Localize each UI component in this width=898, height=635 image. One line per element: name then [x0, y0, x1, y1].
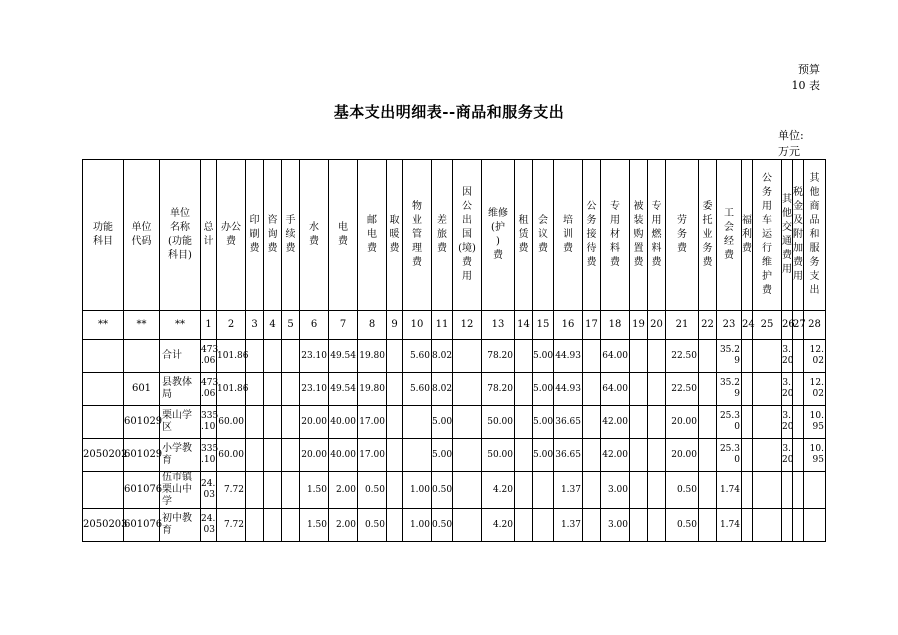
table-cell: 1.74 — [717, 472, 742, 509]
table-cell: 3.00 — [601, 509, 630, 542]
table-cell — [583, 472, 601, 509]
table-cell — [83, 472, 124, 509]
index-cell: ** — [160, 311, 201, 340]
index-cell: 26 — [782, 311, 793, 340]
column-header: 专 用 材 料 费 — [601, 160, 630, 311]
table-cell: 601029 — [124, 406, 160, 439]
index-cell: 7 — [329, 311, 358, 340]
index-cell: 5 — [282, 311, 300, 340]
table-cell — [753, 472, 782, 509]
table-cell: 25.3 0 — [717, 406, 742, 439]
table-cell: 78.20 — [482, 340, 515, 373]
table-cell: 601029 — [124, 439, 160, 472]
index-cell: 1 — [201, 311, 217, 340]
table-cell: 8.02 — [432, 340, 453, 373]
table-cell: 601076 — [124, 509, 160, 542]
table-cell — [533, 509, 554, 542]
table-cell — [246, 472, 264, 509]
table-cell: 24. 03 — [201, 509, 217, 542]
table-cell: 19.80 — [358, 373, 387, 406]
table-cell — [648, 472, 666, 509]
index-cell: 12 — [453, 311, 482, 340]
table-number — [780, 62, 820, 94]
column-header: 委 托 业 务 费 — [699, 160, 717, 311]
table-cell — [648, 509, 666, 542]
table-cell: 78.20 — [482, 373, 515, 406]
table-cell — [453, 509, 482, 542]
table-cell: 0.50 — [432, 472, 453, 509]
table-cell: 3. 20 — [782, 373, 793, 406]
table-cell: 3. 20 — [782, 439, 793, 472]
table-cell — [583, 340, 601, 373]
unit-label — [778, 128, 818, 160]
table-cell: 0.50 — [666, 472, 699, 509]
table-cell: 2050202 — [83, 439, 124, 472]
table-cell: 5.00 — [432, 406, 453, 439]
column-header: 总 计 — [201, 160, 217, 311]
table-cell — [83, 406, 124, 439]
table-cell — [630, 373, 648, 406]
table-cell: 20.00 — [300, 439, 329, 472]
column-header: 被 装 购 置 费 — [630, 160, 648, 311]
table-cell: 7.72 — [217, 509, 246, 542]
table-cell: 60.00 — [217, 406, 246, 439]
table-cell: 5.00 — [432, 439, 453, 472]
unit-line-1: 单位: — [778, 129, 804, 142]
corner-line-1: 预算 — [798, 63, 820, 76]
column-header: 劳 务 费 — [666, 160, 699, 311]
table-cell: 23.10 — [300, 340, 329, 373]
table-cell: 25.3 0 — [717, 439, 742, 472]
index-cell: 19 — [630, 311, 648, 340]
table-cell: 12. 02 — [804, 373, 826, 406]
table-cell — [793, 406, 804, 439]
column-header: 福 利 费 — [742, 160, 753, 311]
table-cell — [264, 406, 282, 439]
table-cell — [515, 472, 533, 509]
table-cell — [753, 439, 782, 472]
index-cell: 24 — [742, 311, 753, 340]
table-cell: 20.00 — [300, 406, 329, 439]
table-cell — [793, 439, 804, 472]
table-cell: 473 .06 — [201, 373, 217, 406]
column-header: 单位 名称 (功能 科目) — [160, 160, 201, 311]
table-cell: 8.02 — [432, 373, 453, 406]
table-cell — [793, 472, 804, 509]
table-cell — [583, 373, 601, 406]
table-cell — [264, 373, 282, 406]
table-cell: 小学教 育 — [160, 439, 201, 472]
table-cell — [83, 373, 124, 406]
table-row — [83, 373, 826, 406]
table-cell: 22.50 — [666, 340, 699, 373]
table-cell — [742, 373, 753, 406]
table-cell — [387, 509, 403, 542]
table-cell — [246, 509, 264, 542]
index-cell: 15 — [533, 311, 554, 340]
table-cell — [742, 509, 753, 542]
column-header: 其 他 交 通 费 用 — [782, 160, 793, 311]
header-row — [83, 160, 826, 311]
column-header: 培 训 费 — [554, 160, 583, 311]
table-cell — [403, 406, 432, 439]
table-cell: 3.00 — [601, 472, 630, 509]
index-cell: 6 — [300, 311, 329, 340]
table-cell — [515, 340, 533, 373]
table-cell: 601076 — [124, 472, 160, 509]
table-cell: 2.00 — [329, 509, 358, 542]
index-cell: 9 — [387, 311, 403, 340]
column-header: 手 续 费 — [282, 160, 300, 311]
column-header: 取 暖 费 — [387, 160, 403, 311]
table-cell: 4.20 — [482, 472, 515, 509]
table-cell: 0.50 — [358, 472, 387, 509]
table-cell: 4.20 — [482, 509, 515, 542]
table-cell: 1.50 — [300, 472, 329, 509]
table-cell — [793, 340, 804, 373]
table-cell: 合计 — [160, 340, 201, 373]
table-cell: 20.00 — [666, 439, 699, 472]
table-cell: 42.00 — [601, 439, 630, 472]
table-cell: 0.50 — [358, 509, 387, 542]
table-cell: 10. 95 — [804, 406, 826, 439]
table-cell — [630, 340, 648, 373]
table-cell — [630, 509, 648, 542]
table-cell: 3. 20 — [782, 340, 793, 373]
table-cell: 44.93 — [554, 373, 583, 406]
column-header: 物 业 管 理 费 — [403, 160, 432, 311]
table-cell — [648, 439, 666, 472]
table-cell — [246, 439, 264, 472]
column-header: 其 他 商 品 和 服 务 支 出 — [804, 160, 826, 311]
table-cell — [699, 340, 717, 373]
table-cell: 12. 02 — [804, 340, 826, 373]
table-cell — [804, 509, 826, 542]
table-cell: 5.00 — [533, 406, 554, 439]
table-cell: 40.00 — [329, 406, 358, 439]
table-cell — [387, 373, 403, 406]
table-cell — [583, 406, 601, 439]
column-header: 工 会 经 费 — [717, 160, 742, 311]
table-cell: 40.00 — [329, 439, 358, 472]
table-cell: 50.00 — [482, 439, 515, 472]
table-cell — [753, 340, 782, 373]
table-cell: 101.86 — [217, 340, 246, 373]
column-header: 功能 科目 — [83, 160, 124, 311]
column-header: 税 金 及 附 加 费 用 — [793, 160, 804, 311]
table-cell — [453, 439, 482, 472]
table-cell — [782, 509, 793, 542]
table-cell — [630, 406, 648, 439]
table-row — [83, 406, 826, 439]
table-cell — [387, 439, 403, 472]
table-cell — [742, 439, 753, 472]
table-cell — [264, 340, 282, 373]
index-cell: 18 — [601, 311, 630, 340]
column-header: 专 用 燃 料 费 — [648, 160, 666, 311]
table-cell — [453, 340, 482, 373]
table-cell: 35.2 9 — [717, 373, 742, 406]
column-header: 水 费 — [300, 160, 329, 311]
table-cell: 1.37 — [554, 509, 583, 542]
index-row — [83, 311, 826, 340]
table-cell — [699, 509, 717, 542]
table-row — [83, 509, 826, 542]
table-cell: 19.80 — [358, 340, 387, 373]
corner-line-2: 10 表 — [791, 79, 820, 92]
table-cell: 24. 03 — [201, 472, 217, 509]
page-title: 基本支出明细表--商品和服务支出 — [333, 103, 565, 121]
table-cell: 县教体 局 — [160, 373, 201, 406]
table-cell — [648, 340, 666, 373]
table-cell: 22.50 — [666, 373, 699, 406]
table-cell: 5.00 — [533, 439, 554, 472]
table-cell — [264, 509, 282, 542]
table-cell: 44.93 — [554, 340, 583, 373]
table-cell: 0.50 — [432, 509, 453, 542]
table-cell: 49.54 — [329, 340, 358, 373]
index-cell: 13 — [482, 311, 515, 340]
table-cell: 101.86 — [217, 373, 246, 406]
table-cell — [403, 439, 432, 472]
table-cell — [264, 439, 282, 472]
index-cell: 2 — [217, 311, 246, 340]
table-cell — [282, 472, 300, 509]
index-cell: 11 — [432, 311, 453, 340]
table-cell — [387, 472, 403, 509]
table-cell: 1.37 — [554, 472, 583, 509]
table-cell — [515, 373, 533, 406]
table-cell: 49.54 — [329, 373, 358, 406]
table-cell — [699, 472, 717, 509]
column-header: 公 务 接 待 费 — [583, 160, 601, 311]
column-header: 电 费 — [329, 160, 358, 311]
table-cell: 0.50 — [666, 509, 699, 542]
table-cell: 36.65 — [554, 439, 583, 472]
column-header: 会 议 费 — [533, 160, 554, 311]
table-cell: 50.00 — [482, 406, 515, 439]
expenditure-table — [82, 159, 826, 542]
table-cell — [264, 472, 282, 509]
table-cell — [387, 340, 403, 373]
table-cell — [742, 340, 753, 373]
table-cell: 60.00 — [217, 439, 246, 472]
index-cell: ** — [83, 311, 124, 340]
table-row — [83, 472, 826, 509]
index-cell: 10 — [403, 311, 432, 340]
index-cell: 20 — [648, 311, 666, 340]
table-cell: 42.00 — [601, 406, 630, 439]
table-cell: 5.00 — [533, 340, 554, 373]
table-cell — [753, 509, 782, 542]
table-cell: 17.00 — [358, 406, 387, 439]
column-header: 维修 (护 ) 费 — [482, 160, 515, 311]
table-cell — [282, 439, 300, 472]
table-cell — [699, 373, 717, 406]
table-cell — [387, 406, 403, 439]
table-cell: 17.00 — [358, 439, 387, 472]
table-cell: 64.00 — [601, 373, 630, 406]
table-cell: 栗山学 区 — [160, 406, 201, 439]
index-cell: 23 — [717, 311, 742, 340]
table-cell — [124, 340, 160, 373]
table-cell — [282, 406, 300, 439]
table-cell — [515, 439, 533, 472]
table-cell: 1.00 — [403, 509, 432, 542]
table-cell: 36.65 — [554, 406, 583, 439]
table-cell — [583, 439, 601, 472]
column-header: 租 赁 费 — [515, 160, 533, 311]
table-cell — [648, 373, 666, 406]
table-cell — [782, 472, 793, 509]
table-cell: 10. 95 — [804, 439, 826, 472]
table-cell — [246, 406, 264, 439]
index-cell: 8 — [358, 311, 387, 340]
index-cell: 14 — [515, 311, 533, 340]
table-cell — [453, 373, 482, 406]
table-cell: 2.00 — [329, 472, 358, 509]
table-cell — [804, 472, 826, 509]
table-cell — [753, 406, 782, 439]
table-cell: 1.74 — [717, 509, 742, 542]
table-cell — [453, 406, 482, 439]
table-cell — [453, 472, 482, 509]
table-cell — [83, 340, 124, 373]
table-cell — [793, 373, 804, 406]
table-cell — [699, 439, 717, 472]
table-cell: 35.2 9 — [717, 340, 742, 373]
table-cell: 601 — [124, 373, 160, 406]
table-cell — [753, 373, 782, 406]
table-row — [83, 340, 826, 373]
table-cell — [583, 509, 601, 542]
table-cell: 3. 20 — [782, 406, 793, 439]
table-cell: 初中教 育 — [160, 509, 201, 542]
index-cell: 3 — [246, 311, 264, 340]
column-header: 邮 电 费 — [358, 160, 387, 311]
column-header: 咨 询 费 — [264, 160, 282, 311]
table-cell: 1.50 — [300, 509, 329, 542]
table-cell: 473 .06 — [201, 340, 217, 373]
table-cell — [533, 472, 554, 509]
table-cell: 7.72 — [217, 472, 246, 509]
table-cell — [630, 472, 648, 509]
index-cell: 27 — [793, 311, 804, 340]
table-cell: 64.00 — [601, 340, 630, 373]
index-cell: 25 — [753, 311, 782, 340]
table-cell: 5.60 — [403, 340, 432, 373]
column-header: 办公 费 — [217, 160, 246, 311]
table-cell: 1.00 — [403, 472, 432, 509]
table-cell: 23.10 — [300, 373, 329, 406]
table-cell — [742, 406, 753, 439]
table-cell — [630, 439, 648, 472]
table-cell — [742, 472, 753, 509]
table-cell: 2050203 — [83, 509, 124, 542]
table-row — [83, 439, 826, 472]
table-cell — [282, 373, 300, 406]
index-cell: 21 — [666, 311, 699, 340]
table-cell: 伍市镇 栗山中 学 — [160, 472, 201, 509]
table-cell: 5.60 — [403, 373, 432, 406]
column-header: 印 刷 费 — [246, 160, 264, 311]
index-cell: ** — [124, 311, 160, 340]
table-cell: 335 .10 — [201, 406, 217, 439]
table-cell: 5.00 — [533, 373, 554, 406]
index-cell: 4 — [264, 311, 282, 340]
table-cell — [699, 406, 717, 439]
unit-line-2: 万元 — [778, 145, 800, 158]
table-cell: 335 .10 — [201, 439, 217, 472]
table-cell — [648, 406, 666, 439]
table-cell — [515, 406, 533, 439]
column-header: 因 公 出 国 (境) 费 用 — [453, 160, 482, 311]
table-cell — [793, 509, 804, 542]
index-cell: 16 — [554, 311, 583, 340]
table-cell — [515, 509, 533, 542]
index-cell: 22 — [699, 311, 717, 340]
table-cell — [282, 340, 300, 373]
table-cell: 20.00 — [666, 406, 699, 439]
index-cell: 28 — [804, 311, 826, 340]
index-cell: 17 — [583, 311, 601, 340]
column-header: 单位 代码 — [124, 160, 160, 311]
table-cell — [282, 509, 300, 542]
column-header: 差 旅 费 — [432, 160, 453, 311]
column-header: 公 务 用 车 运 行 维 护 费 — [753, 160, 782, 311]
